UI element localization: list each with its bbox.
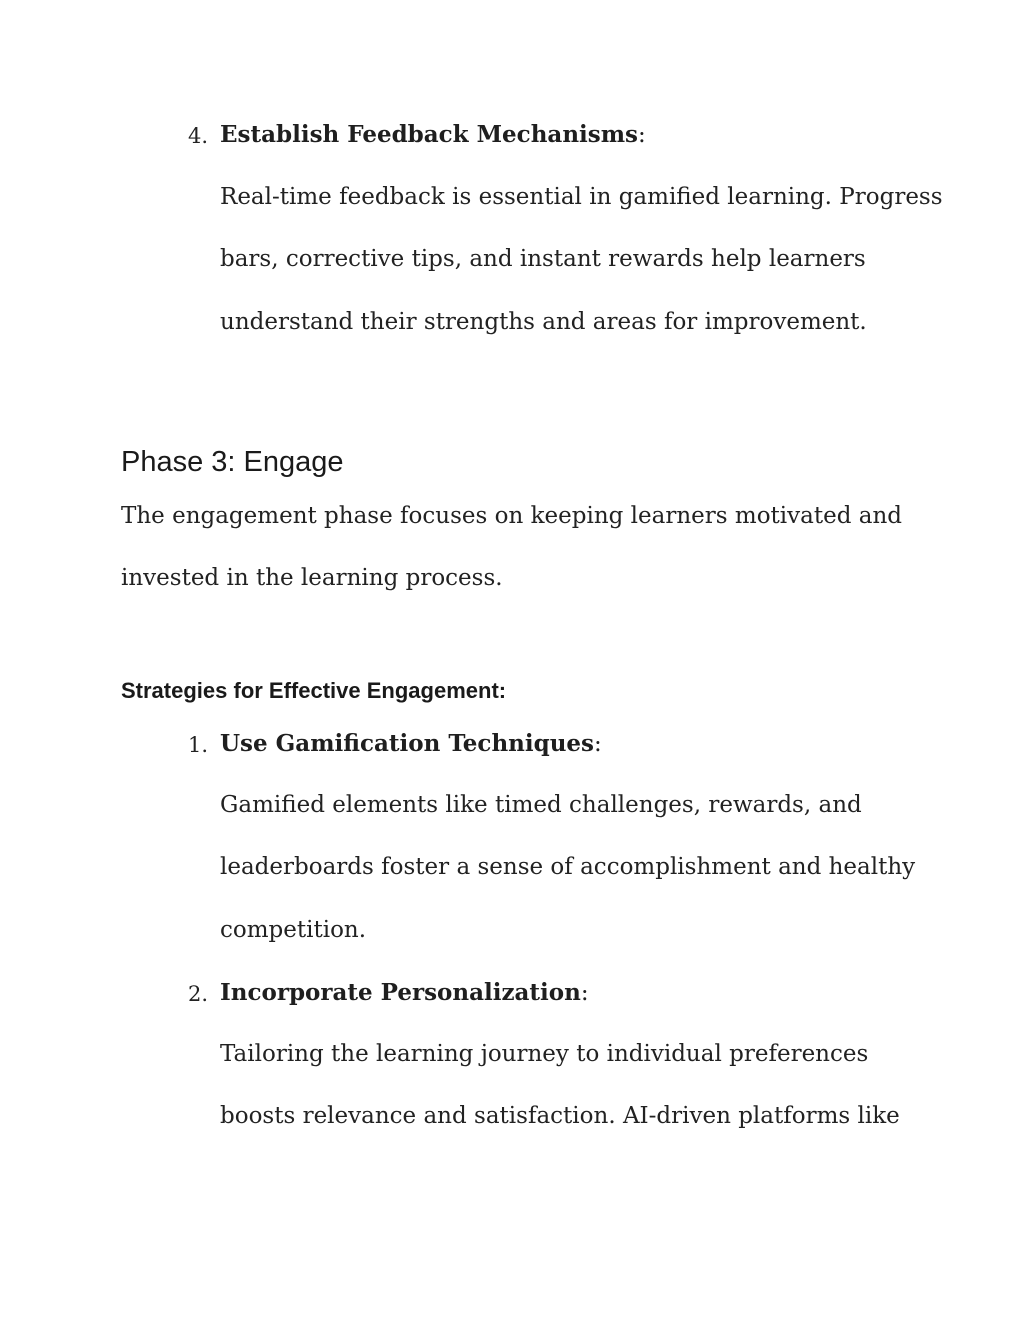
paragraph-line: leaderboards foster a sense of accomplishment and healthy bbox=[220, 854, 916, 880]
list-number: 1. bbox=[188, 733, 209, 757]
list-item-title bbox=[220, 732, 602, 756]
paragraph-line: understand their strengths and areas for improvement. bbox=[220, 309, 867, 335]
list-item-title-suffix: : bbox=[638, 122, 646, 148]
list-number: 2. bbox=[188, 982, 209, 1006]
paragraph-line: bars, corrective tips, and instant rewards help learners bbox=[220, 246, 866, 272]
paragraph-line: invested in the learning process. bbox=[121, 565, 503, 591]
subsection-heading-strategies: Strategies for Effective Engagement: bbox=[121, 678, 507, 703]
list-item-title-text: Use Gamification Techniques bbox=[220, 730, 595, 757]
list-item-title-suffix: : bbox=[580, 980, 589, 1006]
list-item-title-suffix: : bbox=[594, 731, 602, 757]
list-item-title-text: Establish Feedback Mechanisms bbox=[220, 121, 639, 148]
section-heading-phase-3: Phase 3: Engage bbox=[121, 446, 344, 478]
paragraph-line: The engagement phase focuses on keeping learners motivated and bbox=[121, 503, 902, 529]
paragraph-line: boosts relevance and satisfaction. AI-driven platforms like bbox=[220, 1103, 900, 1129]
list-item-title bbox=[220, 123, 646, 147]
paragraph-line: Gamified elements like timed challenges, rewards, and bbox=[220, 792, 862, 818]
paragraph-line: Real-time feedback is essential in gamified learning. Progress bbox=[220, 184, 943, 210]
list-item-title bbox=[220, 981, 589, 1005]
paragraph-line: competition. bbox=[220, 917, 367, 943]
paragraph-line: Tailoring the learning journey to individual preferences bbox=[220, 1041, 869, 1067]
list-item-title-text: Incorporate Personalization bbox=[220, 979, 581, 1006]
list-number: 4. bbox=[188, 124, 209, 148]
